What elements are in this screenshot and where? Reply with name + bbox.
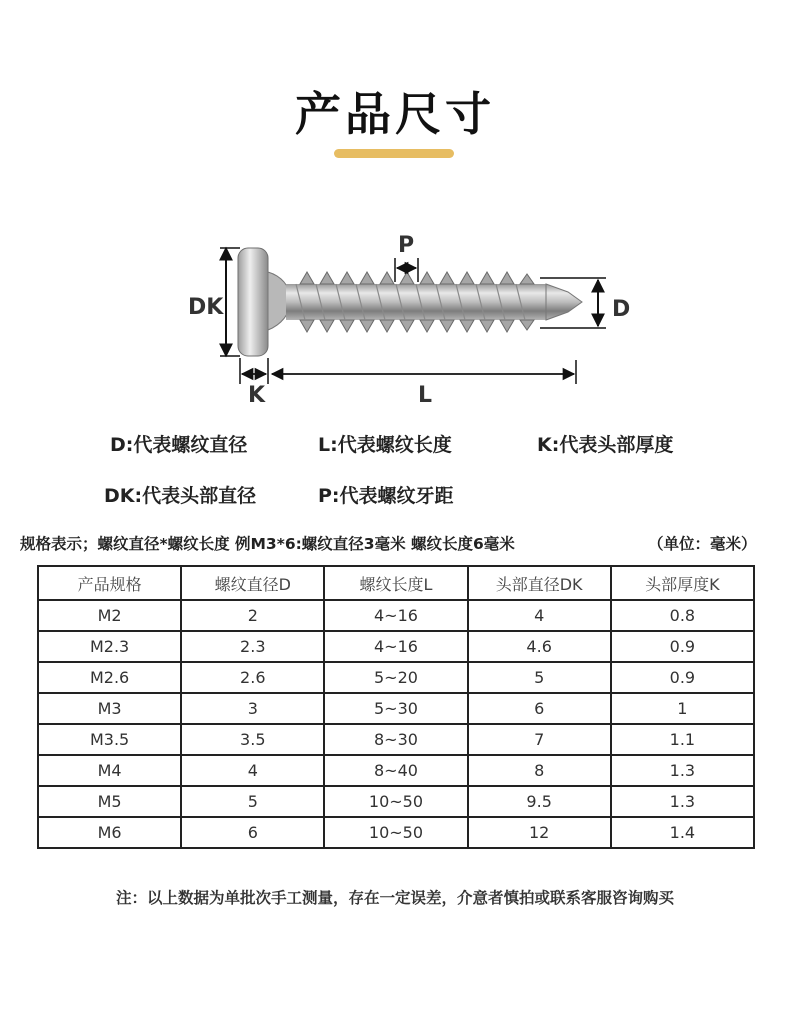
table-cell: 10~50 — [324, 817, 467, 848]
legend-k: K:代表头部厚度 — [537, 434, 674, 456]
p-label: P — [398, 233, 415, 258]
screw-head — [238, 248, 268, 356]
table-cell: 8~30 — [324, 724, 467, 755]
table-row — [38, 755, 754, 786]
table-cell: 1.4 — [611, 817, 754, 848]
table-header-row — [38, 566, 754, 600]
table-cell: M2 — [38, 600, 181, 631]
table-row — [38, 693, 754, 724]
table-cell: 12 — [468, 817, 611, 848]
table-cell: 1.3 — [611, 786, 754, 817]
unit-note: （单位：毫米） — [648, 535, 757, 553]
table-cell: 1.3 — [611, 755, 754, 786]
table-cell: M5 — [38, 786, 181, 817]
screw-dimension-diagram — [0, 200, 790, 420]
table-cell: 1.1 — [611, 724, 754, 755]
table-cell: 4~16 — [324, 600, 467, 631]
table-row — [38, 600, 754, 631]
table-cell: 6 — [181, 817, 324, 848]
table-cell: 4 — [468, 600, 611, 631]
header-cell: 产品规格 — [38, 566, 181, 600]
spec-format-note: 规格表示；螺纹直径*螺纹长度 例M3*6:螺纹直径3毫米 螺纹长度6毫米 — [20, 535, 515, 553]
spec-table — [37, 565, 755, 849]
table-cell: M3 — [38, 693, 181, 724]
table-row — [38, 817, 754, 848]
legend-d: D:代表螺纹直径 — [110, 434, 248, 456]
table-cell: 10~50 — [324, 786, 467, 817]
table-cell: 9.5 — [468, 786, 611, 817]
table-cell: 1 — [611, 693, 754, 724]
table-row — [38, 662, 754, 693]
table-cell: 3.5 — [181, 724, 324, 755]
table-cell: M2.3 — [38, 631, 181, 662]
table-cell: 0.9 — [611, 662, 754, 693]
legend-p: P:代表螺纹牙距 — [318, 485, 454, 507]
header-cell: 螺纹直径D — [181, 566, 324, 600]
table-row — [38, 786, 754, 817]
header-cell: 螺纹长度L — [324, 566, 467, 600]
screw-tip — [546, 284, 582, 320]
table-row — [38, 631, 754, 662]
table-cell: 8 — [468, 755, 611, 786]
table-cell: 0.8 — [611, 600, 754, 631]
dk-label: DK — [188, 295, 224, 320]
table-cell: 4.6 — [468, 631, 611, 662]
table-cell: 2.6 — [181, 662, 324, 693]
table-cell: 2.3 — [181, 631, 324, 662]
table-cell: 5 — [181, 786, 324, 817]
legend-dk: DK:代表头部直径 — [104, 485, 257, 507]
table-row — [38, 724, 754, 755]
k-label: K — [248, 383, 266, 408]
title-underline — [334, 149, 454, 158]
table-cell: 2 — [181, 600, 324, 631]
d-label: D — [612, 297, 631, 322]
table-cell: M3.5 — [38, 724, 181, 755]
header-cell: 头部直径DK — [468, 566, 611, 600]
table-cell: 0.9 — [611, 631, 754, 662]
table-cell: M4 — [38, 755, 181, 786]
table-cell: 7 — [468, 724, 611, 755]
header-cell: 头部厚度K — [611, 566, 754, 600]
page-title: 产品尺寸 — [295, 87, 495, 141]
table-cell: 6 — [468, 693, 611, 724]
table-cell: M2.6 — [38, 662, 181, 693]
screw-shank — [286, 284, 546, 320]
table-cell: 4 — [181, 755, 324, 786]
table-cell: 5 — [468, 662, 611, 693]
table-cell: 8~40 — [324, 755, 467, 786]
table-cell: M6 — [38, 817, 181, 848]
table-cell: 5~20 — [324, 662, 467, 693]
legend-l: L:代表螺纹长度 — [318, 434, 452, 456]
l-label: L — [418, 383, 433, 408]
table-cell: 4~16 — [324, 631, 467, 662]
footnote: 注：以上数据为单批次手工测量，存在一定误差，介意者慎拍或联系客服咨询购买 — [115, 889, 674, 907]
table-cell: 3 — [181, 693, 324, 724]
table-cell: 5~30 — [324, 693, 467, 724]
